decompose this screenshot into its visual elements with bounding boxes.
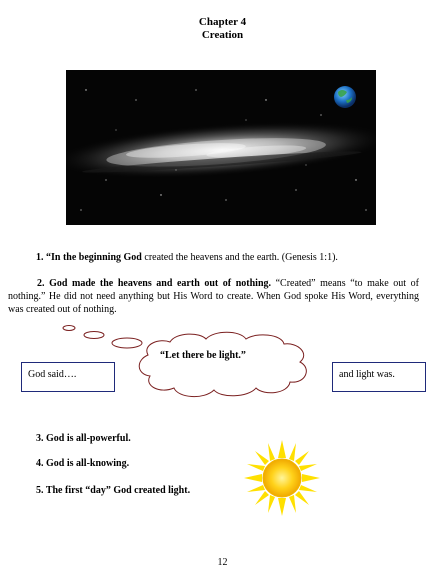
chapter-number: Chapter 4: [198, 16, 247, 28]
paragraph-1-text: created the heavens and the earth. (Genesis 1:1).: [141, 252, 338, 263]
cloud-text: “Let there be light.”: [160, 350, 246, 361]
god-said-box: God said….: [21, 362, 115, 392]
paragraph-2-text: “Created” means “to make out of nothing.” He did not need anything but His Word to create. When God spoke His Word, everything was created out of nothing.: [8, 278, 419, 315]
sun-icon: [244, 440, 320, 516]
chapter-title: Creation: [201, 29, 244, 41]
page-number: 12: [217, 557, 228, 568]
paragraph-2-bold: 2. God made the heavens and earth out of nothing.: [37, 278, 272, 289]
paragraph-1-bold: 1. “In the beginning God: [36, 252, 142, 263]
paragraph-1: [36, 251, 416, 264]
point-5: 5. The first “day” God created light.: [36, 485, 191, 496]
galaxy-image: [66, 70, 376, 225]
point-4: 4. God is all-knowing.: [36, 458, 130, 469]
chapter-heading: [0, 16, 445, 42]
point-3: 3. God is all-powerful.: [36, 433, 131, 444]
paragraph-2: [8, 277, 419, 316]
light-was-box: and light was.: [332, 362, 426, 392]
